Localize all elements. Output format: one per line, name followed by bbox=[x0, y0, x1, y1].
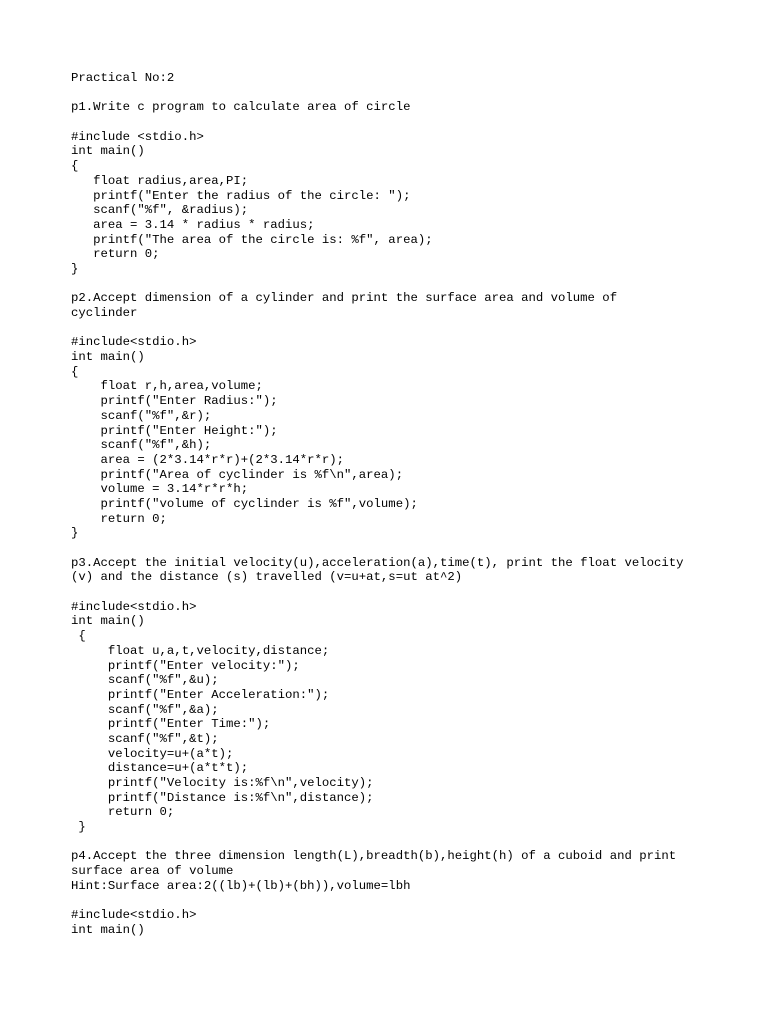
code-line: { bbox=[71, 159, 79, 174]
code-line: float u,a,t,velocity,distance; bbox=[71, 643, 330, 658]
section-heading: p2.Accept dimension of a cylinder and print the surface area and volume of bbox=[71, 291, 618, 306]
code-line: int main() bbox=[71, 614, 145, 629]
code-line: scanf("%f",&u); bbox=[71, 673, 219, 688]
code-line: } bbox=[71, 261, 79, 276]
code-line: return 0; bbox=[71, 247, 160, 262]
code-line: printf("The area of the circle is: %f", area); bbox=[71, 232, 433, 247]
code-line: printf("Velocity is:%f\n",velocity); bbox=[71, 776, 374, 790]
blank-line bbox=[71, 585, 731, 600]
code-block bbox=[71, 130, 731, 277]
code-line: float r,h,area,volume; bbox=[71, 379, 263, 394]
section-p2 bbox=[71, 291, 731, 541]
page-title: Practical No:2 bbox=[71, 71, 175, 85]
code-line: } bbox=[71, 820, 86, 835]
blank-line bbox=[71, 541, 731, 556]
document-page bbox=[71, 71, 731, 938]
code-block bbox=[71, 335, 731, 541]
code-line: } bbox=[71, 526, 79, 541]
section-heading: surface area of volume bbox=[71, 864, 234, 879]
section-heading: p4.Accept the three dimension length(L),breadth(b),height(h) of a cuboid and print bbox=[71, 849, 677, 864]
code-line: volume = 3.14*r*r*h; bbox=[71, 482, 249, 497]
code-line: printf("Distance is:%f\n",distance); bbox=[71, 790, 374, 805]
code-block bbox=[71, 908, 731, 937]
code-line: return 0; bbox=[71, 511, 167, 526]
section-heading: p3.Accept the initial velocity(u),acceleration(a),time(t), print the float velocity bbox=[71, 555, 684, 570]
section-hint: Hint:Surface area:2((lb)+(lb)+(bh)),volume=lbh bbox=[71, 878, 411, 893]
code-line: float radius,area,PI; bbox=[71, 173, 249, 188]
code-line: scanf("%f",&r); bbox=[71, 408, 212, 423]
code-line: distance=u+(a*t*t); bbox=[71, 761, 249, 776]
section-heading: p1.Write c program to calculate area of circle bbox=[71, 100, 411, 115]
code-line: area = 3.14 * radius * radius; bbox=[71, 217, 315, 232]
section-p4 bbox=[71, 849, 731, 937]
code-line: printf("Enter Acceleration:"); bbox=[71, 687, 330, 702]
section-p1 bbox=[71, 100, 731, 276]
code-line: printf("Enter Radius:"); bbox=[71, 394, 278, 409]
blank-line bbox=[71, 835, 731, 850]
code-line: #include<stdio.h> bbox=[71, 599, 197, 614]
blank-line bbox=[71, 115, 731, 130]
code-line: printf("Enter Time:"); bbox=[71, 717, 271, 732]
code-line: #include<stdio.h> bbox=[71, 908, 197, 923]
code-line: printf("volume of cyclinder is %f",volume); bbox=[71, 496, 418, 511]
code-line: scanf("%f", &radius); bbox=[71, 203, 249, 218]
code-line: int main() bbox=[71, 350, 145, 365]
code-line: int main() bbox=[71, 144, 145, 159]
code-line: int main() bbox=[71, 922, 145, 937]
code-line: velocity=u+(a*t); bbox=[71, 746, 234, 761]
code-line: area = (2*3.14*r*r)+(2*3.14*r*r); bbox=[71, 452, 345, 467]
code-line: { bbox=[71, 629, 86, 644]
code-line: #include <stdio.h> bbox=[71, 129, 204, 144]
code-line: { bbox=[71, 364, 79, 379]
blank-line bbox=[71, 321, 731, 336]
code-line: printf("Enter velocity:"); bbox=[71, 658, 300, 673]
code-line: scanf("%f",&h); bbox=[71, 438, 212, 453]
blank-line bbox=[71, 277, 731, 292]
code-line: scanf("%f",&a); bbox=[71, 702, 219, 717]
code-block bbox=[71, 600, 731, 835]
blank-line bbox=[71, 894, 731, 909]
code-line: #include<stdio.h> bbox=[71, 335, 197, 350]
section-heading: (v) and the distance (s) travelled (v=u+at,s=ut at^2) bbox=[71, 570, 463, 585]
section-heading: cyclinder bbox=[71, 306, 138, 320]
code-line: printf("Area of cyclinder is %f\n",area); bbox=[71, 467, 404, 482]
code-line: scanf("%f",&t); bbox=[71, 731, 219, 746]
code-line: printf("Enter the radius of the circle: "); bbox=[71, 188, 411, 203]
code-line: return 0; bbox=[71, 805, 175, 820]
code-line: printf("Enter Height:"); bbox=[71, 423, 278, 438]
section-p3 bbox=[71, 556, 731, 835]
blank-line bbox=[71, 86, 731, 101]
